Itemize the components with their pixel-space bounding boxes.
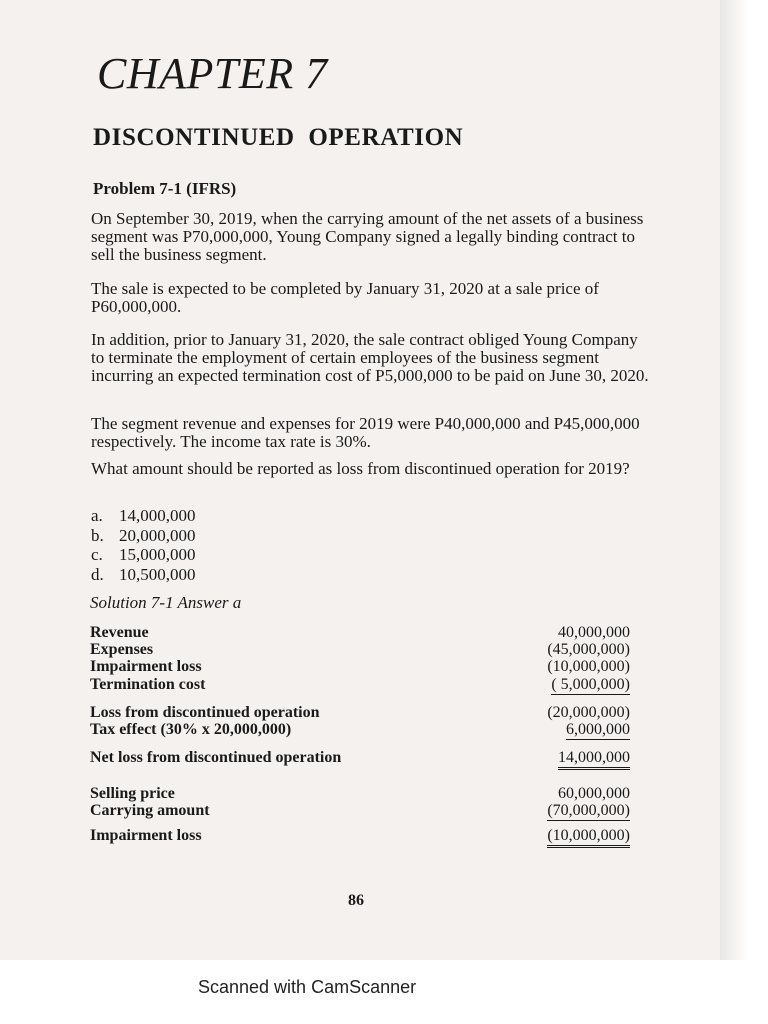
- problem-paragraph: On September 30, 2019, when the carrying amount of the net assets of a business segment was P70,000,000, Young Company signed a legally binding contract to sell the business segment.: [91, 209, 644, 264]
- solution-amount: 40,000,000: [558, 624, 630, 641]
- solution-label: Expenses: [90, 641, 154, 658]
- problem-paragraph: The segment revenue and expenses for 2019 were P40,000,000 and P45,000,000 respectively. The income tax rate is 30%.: [91, 414, 640, 451]
- solution-amount: 6,000,000: [566, 721, 630, 738]
- solution-amount: (10,000,000): [547, 658, 630, 675]
- solution-amount: 60,000,000: [558, 785, 630, 802]
- solution-row: [90, 785, 630, 803]
- choice-letter: c.: [91, 545, 103, 564]
- solution-row: [90, 802, 630, 820]
- solution-amount: ( 5,000,000): [551, 676, 630, 693]
- problem-heading: Problem 7-1 (IFRS): [93, 179, 237, 198]
- choice-letter: a.: [91, 506, 103, 525]
- problem-paragraph: The sale is expected to be completed by January 31, 2020 at a sale price of P60,000,000.: [91, 279, 599, 316]
- choice-item: [91, 526, 196, 546]
- choice-value: 15,000,000: [119, 545, 196, 564]
- solution-amount: (10,000,000): [547, 827, 630, 848]
- problem-paragraph: In addition, prior to January 31, 2020, the sale contract obliged Young Company to terminate the employment of certain employees of the business segment incurring an expected termination cost of P5,000,000 to be paid on June 30, 2020.: [91, 330, 649, 385]
- solution-row: [90, 749, 630, 767]
- solution-amount: (20,000,000): [547, 704, 630, 721]
- solution-label: Carrying amount: [90, 802, 210, 819]
- solution-heading: Solution 7-1 Answer a: [90, 593, 242, 612]
- solution-label: Net loss from discontinued operation: [90, 749, 342, 766]
- choice-value: 14,000,000: [119, 506, 196, 525]
- solution-label: Tax effect (30% x 20,000,000): [90, 721, 292, 738]
- solution-row: [90, 676, 630, 694]
- solution-label: Loss from discontinued operation: [90, 704, 320, 721]
- solution-amount: (45,000,000): [547, 641, 630, 658]
- solution-label: Impairment loss: [90, 827, 202, 844]
- solution-row: [90, 827, 630, 845]
- choice-letter: b.: [91, 525, 104, 545]
- solution-row: [90, 721, 630, 739]
- solution-amount: 14,000,000: [558, 749, 630, 770]
- solution-label: Termination cost: [90, 676, 206, 693]
- solution-row: [90, 658, 630, 676]
- solution-label: Impairment loss: [90, 658, 202, 675]
- chapter-heading: CHAPTER 7: [97, 49, 328, 98]
- choice-value: 10,500,000: [119, 564, 196, 584]
- solution-row: [90, 641, 630, 659]
- choice-letter: d.: [91, 564, 104, 584]
- choice-item: [91, 506, 196, 526]
- question-text: What amount should be reported as loss from discontinued operation for 2019?: [91, 459, 630, 478]
- answer-choices: [91, 506, 196, 584]
- page-number: 86: [348, 892, 364, 909]
- scanner-watermark: Scanned with CamScanner: [198, 977, 417, 997]
- solution-row: [90, 624, 630, 642]
- solution-label: Selling price: [90, 785, 175, 802]
- solution-amount: (70,000,000): [547, 802, 630, 819]
- choice-item: [91, 545, 196, 565]
- solution-label: Revenue: [90, 624, 149, 641]
- chapter-title: DISCONTINUED OPERATION: [93, 124, 464, 151]
- solution-row: [90, 704, 630, 722]
- page-edge: [720, 0, 768, 960]
- choice-item: [91, 565, 196, 585]
- choice-value: 20,000,000: [119, 525, 196, 545]
